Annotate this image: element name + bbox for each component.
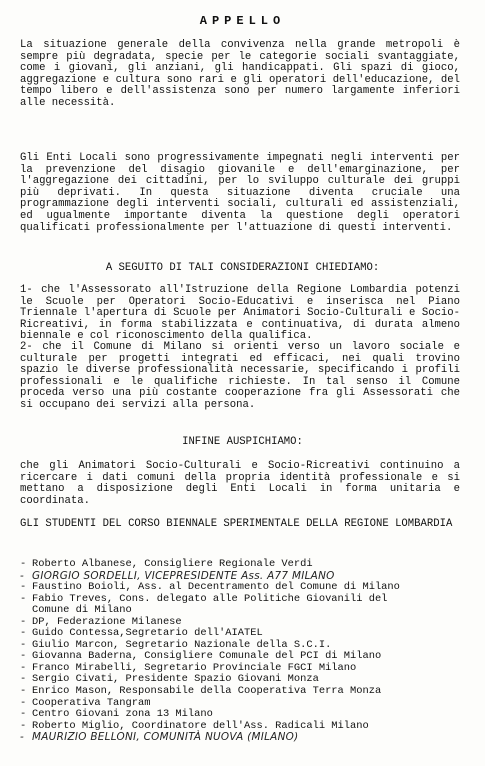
signatory-item: - Franco Mirabelli, Segretario Provinciale FGCI Milano xyxy=(20,663,470,675)
request-heading: A SEGUITO DI TALI CONSIDERAZIONI CHIEDIAMO: xyxy=(105,262,380,274)
request-point-2: 2- che il Comune di Milano si orienti verso un lavoro sociale e culturale per progetti integrati ed efficaci, nei quali trovino spazio le diverse professionalità necessarie, specificando i profili professionali e le qualifiche richieste. In tal senso il Comune proceda verso una più costante cooperazione fra gli Assessorati che si occupano dei servizi alla persona. xyxy=(20,341,460,411)
wish-heading: INFINE AUSPICHIAMO: xyxy=(182,436,303,448)
signatory-item: - Guido Contessa,Segretario dell'AIATEL xyxy=(20,628,470,640)
signatory-item: - Cooperativa Tangram xyxy=(20,698,470,710)
students-signature: GLI STUDENTI DEL CORSO BIENNALE SPERIMENTALE DELLA REGIONE LOMBARDIA xyxy=(20,518,453,530)
signatory-item: - Fabio Treves, Cons. delegato alle Politiche Giovanili del xyxy=(20,594,470,606)
signatory-item: - Giovanna Baderna, Consigliere Comunale del PCI di Milano xyxy=(20,651,470,663)
signatory-item: - Roberto Miglio, Coordinatore dell'Ass. Radicali Milano xyxy=(20,721,470,733)
signatory-item: - DP, Federazione Milanese xyxy=(20,617,470,629)
context-paragraph: Gli Enti Locali sono progressivamente impegnati negli interventi per la prevenzione del disagio giovanile e dell'emarginazione, per l'aggregazione dei cittadini, per lo sviluppo culturale dei gruppi più deprivati. In questa situazione diventa cruciale una programmazione degli interventi sociali, culturali ed assistenziali, ed ugualmente importante diventa la questione degli operatori qualificati professionalmente per l'attuazione di questi interventi. xyxy=(20,152,460,234)
signatory-item: - Centro Giovani zona 13 Milano xyxy=(20,709,470,721)
signatory-item: - Giulio Marcon, Segretario Nazionale della S.C.I. xyxy=(20,640,470,652)
request-point-1: 1- che l'Assessorato all'Istruzione della Regione Lombardia potenzi le Scuole per Operatori Socio-Educativi e inserisca nel Piano Triennale l'apertura di Scuole per Animatori Socio-Culturali e Socio-Ricreativi, in forma stabilizzata e continuativa, di durata almeno biennale e col riconoscimento della qualifica. xyxy=(20,284,460,343)
signatory-item: - Enrico Mason, Responsabile della Cooperativa Terra Monza xyxy=(20,686,470,698)
handwritten-signatory: - MAURIZIO BELLONI, COMUNITÀ NUOVA (MILANO) xyxy=(20,732,470,744)
document-title: APPELLO xyxy=(199,14,286,28)
signatory-item-continuation: Comune di Milano xyxy=(32,604,132,617)
handwritten-signatory: - GIORGIO SORDELLI, VICEPRESIDENTE Ass. A77 MILANO xyxy=(20,571,470,583)
signatory-item: - Roberto Albanese, Consigliere Regionale Verdi xyxy=(20,559,470,571)
signatory-list xyxy=(20,559,470,744)
wish-paragraph: che gli Animatori Socio-Culturali e Socio-Ricreativi continuino a ricercare i dati comuni della propria identità professionale e si mettano a disposizione degli Enti Locali in forma unitaria e coordinata. xyxy=(20,460,460,507)
signatory-item: - Sergio Civati, Presidente Spazio Giovani Monza xyxy=(20,674,470,686)
intro-paragraph: La situazione generale della convivenza nella grande metropoli è sempre più degradata, specie per le categorie sociali svantaggiate, come i giovani, gli anziani, gli handicappati. Gli spazi di gioco, aggregazione e cultura sono rari e gli operatori dell'educazione, del tempo libero e dell'assistenza sono per numero largamente inferiori alle necessità. xyxy=(20,39,460,109)
signatory-item: - Faustino Boioli, Ass. al Decentramento del Comune di Milano xyxy=(20,582,470,594)
